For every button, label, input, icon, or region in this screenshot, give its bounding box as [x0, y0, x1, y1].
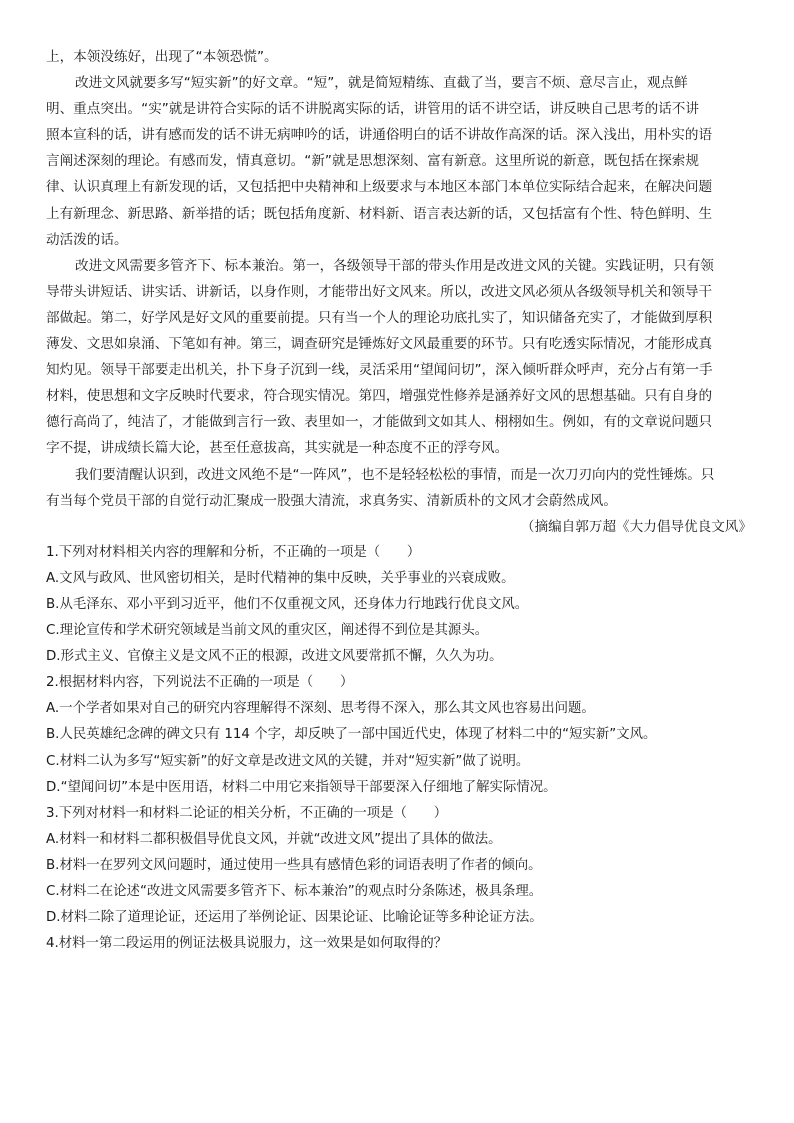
- passage-line: 德行高尚了，纯洁了，才能做到言行一致、表里如一，才能做到文如其人、栩栩如生。例如，有的文章说问题只: [46, 414, 713, 431]
- answer-option: D.材料二除了道理论证，还运用了举例论证、因果论证、比喻论证等多种论证方法。: [46, 910, 543, 926]
- passage-line: 上有新理念、新思路、新举措的话；既包括角度新、材料新、语言表达新的话，又包括富有个性、特色鲜明、生: [46, 205, 713, 222]
- question-stem: 4.材料一第二段运用的例证法极具说服力，这一效果是如何取得的？: [46, 936, 448, 952]
- passage-line: 言阐述深刻的理论。有感而发，情真意切。“新”就是思想深刻、富有新意。这里所说的新意，既包括在探索规: [46, 153, 699, 170]
- passage-line: 有当每个党员干部的自觉行动汇聚成一股强大清流，求真务实、清新质朴的文风才会蔚然成风。: [46, 492, 617, 509]
- answer-option: B.材料一在罗列文风问题时，通过使用一些具有感情色彩的词语表明了作者的倾向。: [46, 857, 542, 873]
- passage-line: 律、认识真理上有新发现的话，又包括把中央精神和上级要求与本地区本部门本单位实际结合起来，在解决问题: [46, 179, 713, 196]
- answer-option: C.材料二在论述“改进文风需要多管齐下、标本兼治”的观点时分条陈述，极具条理。: [46, 884, 543, 899]
- answer-option: C.理论宣传和学术研究领域是当前文风的重灾区，阐述得不到位是其源头。: [46, 623, 489, 639]
- passage-line: 改进文风需要多管齐下、标本兼治。第一，各级领导干部的带头作用是改进文风的关键。实践证明，只有领: [75, 257, 714, 274]
- question-stem: 1.下列对材料相关内容的理解和分析，不正确的一项是（ ）: [46, 544, 421, 560]
- passage-line: 明、重点突出。“实”就是讲符合实际的话不讲脱离实际的话，讲管用的话不讲空话，讲反映自己思考的话不讲: [46, 101, 699, 118]
- passage-line: 照本宣科的话，讲有感而发的话不讲无病呻吟的话，讲通俗明白的话不讲故作高深的话。深入浅出，用朴实的语: [46, 127, 713, 144]
- passage-line: 改进文风就要多写“短实新”的好文章。“短”，就是简短精练、直截了当，要言不烦、意尽言止，观点鲜: [75, 75, 688, 92]
- answer-option: D.“望闻问切”本是中医用语，材料二中用它来指领导干部要深入仔细地了解实际情况。: [46, 779, 557, 795]
- passage-line: 我们要清醒认识到，改进文风绝不是“一阵风”，也不是轻轻松松的事情，而是一次刀刃向内的党性锤炼。只: [75, 466, 715, 483]
- answer-option: B.人民英雄纪念碑的碑文只有 114 个字，却反映了一部中国近代史，体现了材料二中的“短实新”文风。: [46, 727, 657, 743]
- answer-option: B.从毛泽东、邓小平到习近平，他们不仅重视文风，还身体力行地践行优良文风。: [46, 596, 529, 612]
- document-page: [46, 44, 752, 957]
- source-citation: （摘编自郭万超《大力倡导优良文风》: [520, 518, 752, 535]
- answer-option: A.一个学者如果对自己的研究内容理解得不深刻、思考得不深入，那么其文风也容易出问题。: [46, 701, 595, 717]
- answer-option: A.材料一和材料二都积极倡导优良文风，并就“改进文风”提出了具体的做法。: [46, 831, 502, 847]
- answer-option: C.材料二认为多写“短实新”的好文章是改进文风的关键，并对“短实新”做了说明。: [46, 753, 530, 769]
- passage-line: 部做起。第二，好学风是好文风的重要前提。只有当一个人的理论功底扎实了，知识储备充实了，才能做到厚积: [46, 309, 713, 326]
- passage-line: 导带头讲短话、讲实话、讲新话，以身作则，才能带出好文风来。所以，改进文风必须从各级领导机关和领导干: [46, 283, 713, 300]
- passage-line: 材料，使思想和文字反映时代要求，符合现实情况。第四，增强党性修养是涵养好文风的思想基础。只有自身的: [46, 388, 713, 405]
- passage-line: 上，本领没练好，出现了“本领恐慌”。: [46, 49, 278, 65]
- passage-line: 字不提，讲成绩长篇大论，甚至任意拔高，其实就是一种态度不正的浮夸风。: [46, 440, 509, 457]
- answer-option: A.文风与政风、世风密切相关，是时代精神的集中反映，关乎事业的兴衰成败。: [46, 570, 515, 586]
- passage-line: 动活泼的话。: [46, 231, 128, 248]
- passage-line: 知灼见。领导干部要走出机关，扑下身子沉到一线，灵活采用“望闻问切”，深入倾听群众呼声，充分占有第一手: [46, 362, 713, 379]
- question-stem: 3.下列对材料一和材料二论证的相关分析，不正确的一项是（ ）: [46, 805, 448, 821]
- question-stem: 2.根据材料内容，下列说法不正确的一项是（ ）: [46, 675, 354, 691]
- answer-option: D.形式主义、官僚主义是文风不正的根源，改进文风要常抓不懈，久久为功。: [46, 649, 503, 665]
- passage-line: 薄发、文思如泉涌、下笔如有神。第三，调查研究是锤炼好文风最重要的环节。只有吃透实际情况，才能形成真: [46, 336, 713, 353]
